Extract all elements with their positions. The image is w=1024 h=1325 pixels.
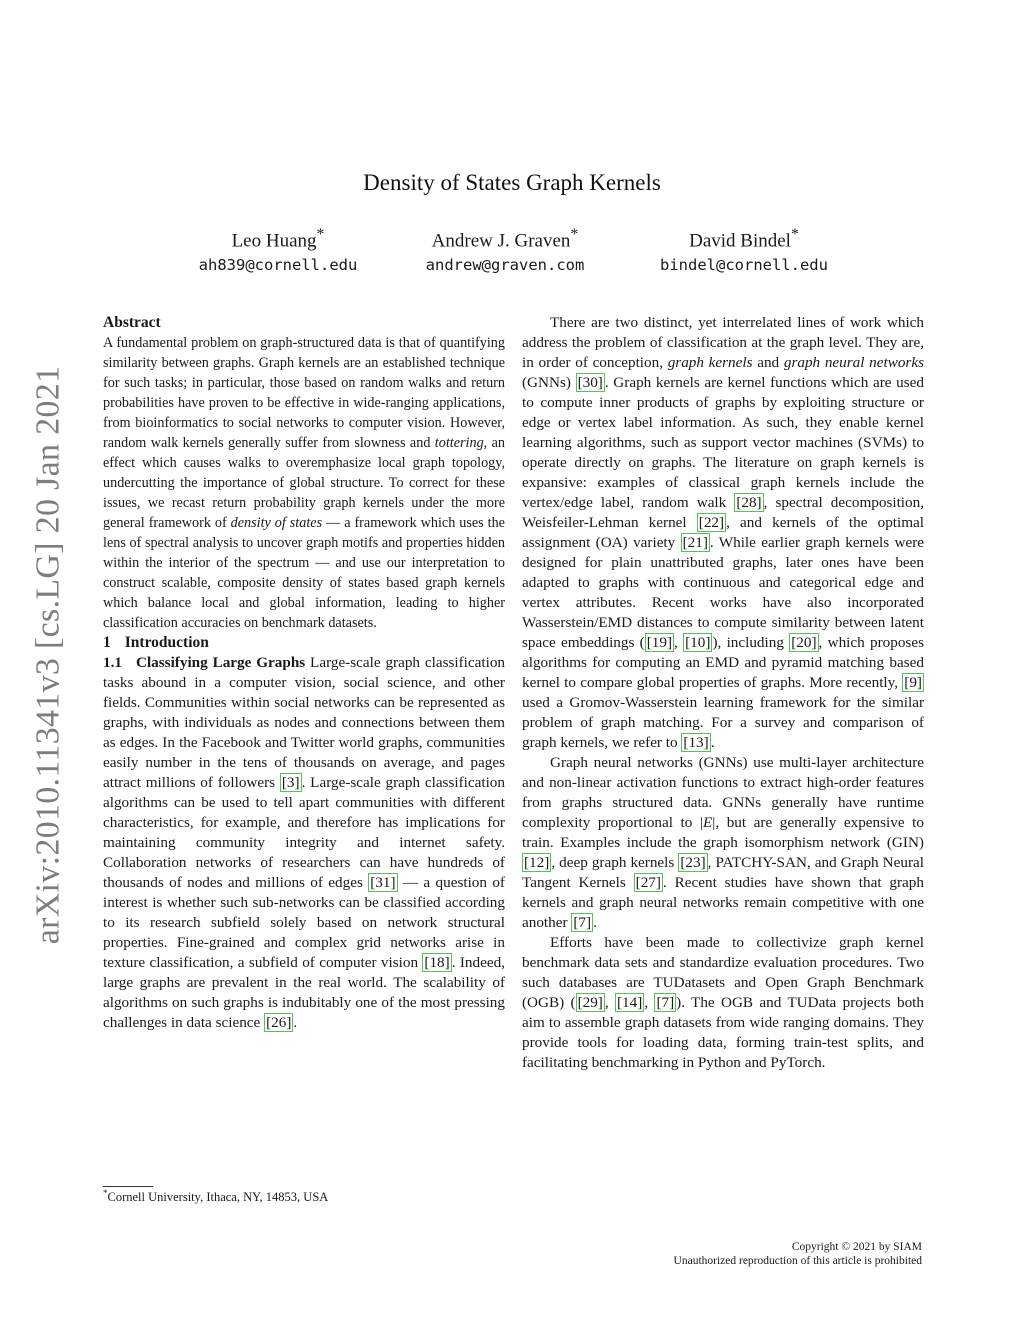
copyright-notice <box>674 1240 922 1268</box>
author-1 <box>148 222 408 276</box>
footnote <box>103 1188 328 1205</box>
arxiv-stamp: arXiv:2010.11341v3 [cs.LG] 20 Jan 2021 <box>29 365 67 945</box>
footnote-mark: * <box>103 1188 108 1198</box>
citation-link[interactable]: [9] <box>904 674 922 691</box>
citation-link[interactable]: [7] <box>656 994 675 1011</box>
right-column <box>522 313 924 1073</box>
citation-link[interactable]: [3] <box>281 774 300 791</box>
author-email[interactable]: ah839@cornell.edu <box>198 256 358 275</box>
author-email[interactable]: andrew@graven.com <box>425 256 585 275</box>
citation-link[interactable]: [27] <box>635 874 661 891</box>
citation-link[interactable]: [14] <box>617 994 643 1011</box>
author-name: Leo Huang <box>231 230 317 252</box>
citation-link[interactable]: [19] <box>646 634 673 651</box>
subsection-title: Classifying Large Graphs <box>135 654 306 671</box>
subsection-number: 1.1 <box>103 654 122 671</box>
intro-paragraph: 1.1 Classifying Large Graphs Large-scale graph classification tasks abound in a computer vision, social science, and other fields. Communities within social networks can be represented as graphs, with individuals as nodes and connections between them as edges. In the Facebook and Twitter world graphs, communities easily number in the tens of thousands on average, and pages attract millions of followers [3] . Large-scale graph classification algorithms can be used to tell apart communities with different characteristics, for example, and therefore has implications for maintaining community integrity and internet safety. Collaboration networks of researchers can have hundreds of thousands of nodes and millions of edges [31] — a question of interest is whether such sub-networks can be classified according to its research subfield solely based on network structural properties. Fine-grained and complex grid networks arise in texture classification, a subfield of computer vision [18] . Indeed, large graphs are prevalent in the real world. The scalability of algorithms on such graphs is indubitably one of the most pressing challenges in data science [26] . <box>103 654 506 1031</box>
author-mark: * <box>790 226 799 243</box>
citation-link[interactable]: [21] <box>682 534 708 551</box>
author-email[interactable]: bindel@cornell.edu <box>660 256 828 275</box>
left-column <box>103 313 505 1033</box>
citation-link[interactable]: [23] <box>680 854 706 871</box>
citation-link[interactable]: [29] <box>577 994 603 1011</box>
citation-link[interactable]: [26] <box>266 1014 292 1031</box>
citation-link[interactable]: [7] <box>573 914 592 931</box>
body-paragraph: Graph neural networks (GNNs) use multi-layer architecture and non-linear activation functions to extract high-order features from graphs structured data. GNNs generally have runtime complexity proportional to |E|, but are generally expensive to train. Examples include the graph isomorphism network (GIN) [12] , deep graph kernels [23] , PATCHY-SAN, and Graph Neural Tangent Kernels [27] . Recent studies have shown that graph kernels and graph neural networks remain competitive with one another [7] . <box>522 754 925 931</box>
citation-link[interactable]: [12] <box>524 854 550 871</box>
author-mark: * <box>316 226 325 243</box>
citation-link[interactable]: [20] <box>791 634 817 651</box>
author-name: Andrew J. Graven <box>431 230 571 252</box>
paper-title: Density of States Graph Kernels <box>363 170 661 195</box>
body-paragraph: Efforts have been made to collectivize graph kernel benchmark data sets and standardize evaluation procedures. Two such databases are TUDatasets and Open Graph Benchmark (OGB) ( [29] , [14] , [7] ). The OGB and TUData projects both aim to assemble graph datasets from wide ranging domains. They provide tools for loading data, forming train-test splits, and facilitating benchmarking in Python and PyTorch. <box>522 934 924 1071</box>
author-3 <box>614 222 874 276</box>
abstract-text: A fundamental problem on graph-structured data is that of quantifying similarity between graphs. Graph kernels are an established technique for such tasks; in particular, those based on random walks and return probabilities have proven to be effective in wide-ranging applications, from bioinformatics to social networks to computer vision. However, random walk kernels generally suffer from slowness and tottering, an effect which causes walks to overemphasize local graph topology, undercutting the importance of global structure. To correct for these issues, we recast return probability graph kernels under the more general framework of density of states — a framework which uses the lens of spectral analysis to uncover graph motifs and properties hidden within the interior of the spectrum — and use our interpretation to construct scalable, composite density of states based graph kernels which balance local and global information, leading to higher classification accuracies on benchmark datasets. <box>103 335 505 631</box>
author-mark: * <box>570 226 579 243</box>
citation-link[interactable]: [22] <box>698 514 725 531</box>
citation-link[interactable]: [28] <box>736 494 762 511</box>
section-heading: 1 Introduction <box>103 634 209 651</box>
footnote-text: Cornell University, Ithaca, NY, 14853, USA <box>107 1190 329 1205</box>
abstract-heading: Abstract <box>103 314 161 331</box>
citation-link[interactable]: [10] <box>685 634 711 651</box>
body-paragraph: There are two distinct, yet interrelated lines of work which address the problem of classification at the graph level. They are, in order of conception, graph kernels and graph neural networks (GNNs) [30] . Graph kernels are kernel functions which are used to compute inner products of graphs by exploiting structure or edge or vertex label information. As such, they enable kernel learning algorithms, such as support vector machines (SVMs) to operate directly on graphs. The literature on graph kernels is expansive: examples of classical graph kernels include the vertex/edge label, random walk [28] , spectral decomposition, Weisfeiler-Lehman kernel [22] , and kernels of the optimal assignment (OA) variety [21] . While earlier graph kernels were designed for plain unattributed graphs, later ones have been adapted to graphs with continuous and categorical edge and vertex attributes. Recent works have also incorporated Wasserstein/EMD distances to compute similarity between latent space embeddings ( [19] , [10] ), including [20] , which proposes algorithms for computing an EMD and pyramid matching based kernel to compare global properties of graphs. More recently, [9] used a Gromov-Wasserstein learning framework for the similar problem of graph matching. For a survey and comparison of graph kernels, we refer to [13] . <box>522 314 924 751</box>
author-list <box>0 222 1024 282</box>
reproduction-notice: Unauthorized reproduction of this article is prohibited <box>673 1255 922 1267</box>
citation-link[interactable]: [18] <box>424 954 450 971</box>
citation-link[interactable]: [13] <box>683 734 709 751</box>
footnote-rule <box>103 1186 153 1187</box>
author-2 <box>375 222 635 276</box>
copyright-line: Copyright © 2021 by SIAM <box>791 1241 922 1253</box>
citation-link[interactable]: [31] <box>370 874 396 891</box>
author-name: David Bindel <box>689 230 791 252</box>
citation-link[interactable]: [30] <box>577 374 603 391</box>
